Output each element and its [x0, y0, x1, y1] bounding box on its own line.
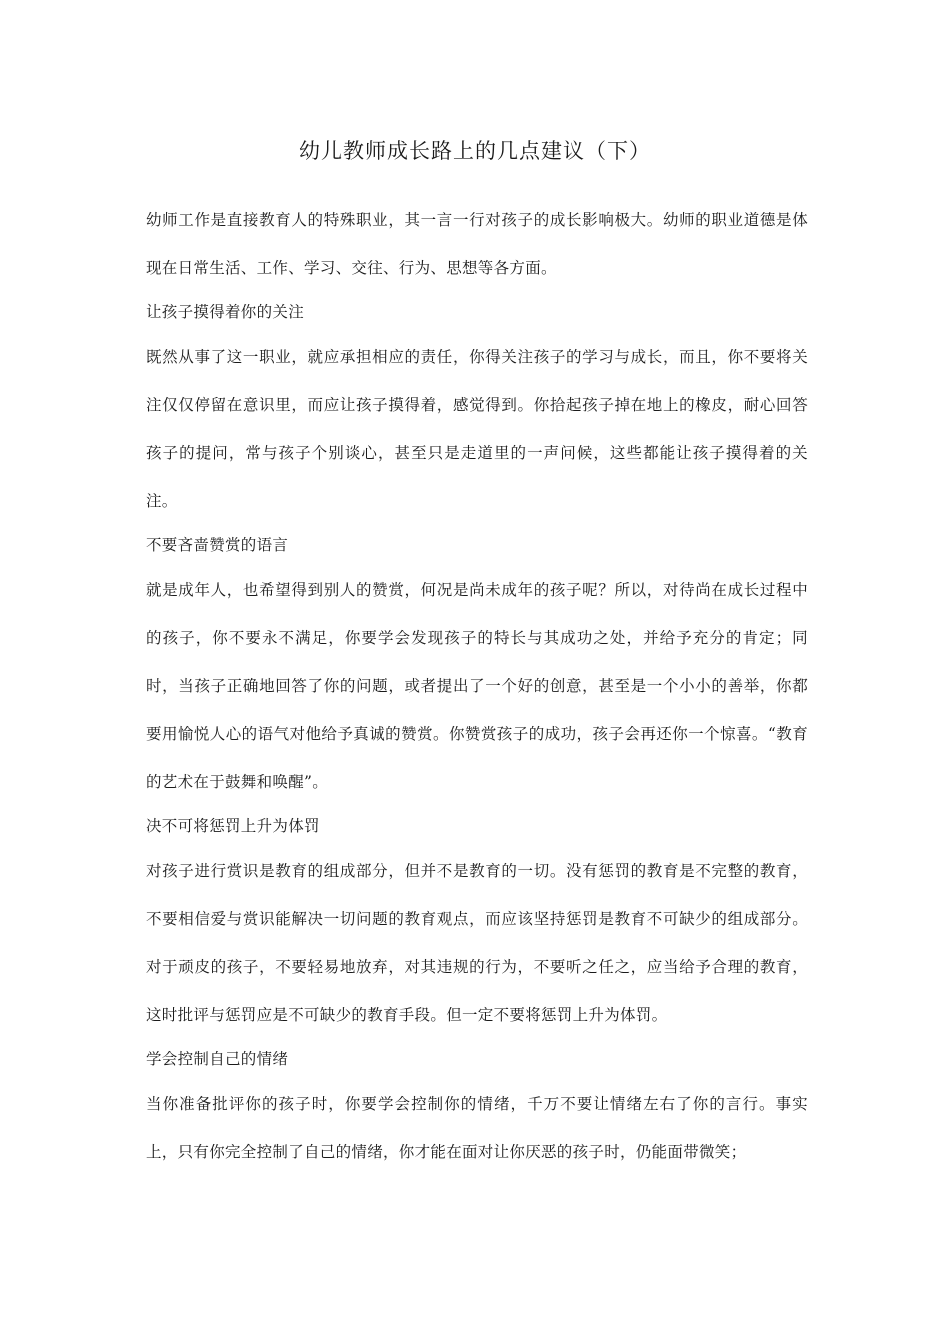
- section-paragraph-praise: 就是成年人，也希望得到别人的赞赏，何况是尚未成年的孩子呢？所以，对待尚在成长过程中的孩子，你不要永不满足，你要学会发现孩子的特长与其成功之处，并给予充分的肯定；同时，当孩子正确地回答了你的问题，或者提出了一个好的创意，甚至是一个小小的善举，你都要用愉悦人心的语气对他给予真诚的赞赏。你赞赏孩子的成功，孩子会再还你一个惊喜。“教育的艺术在于鼓舞和唤醒”。: [146, 581, 808, 791]
- section-paragraph-emotion: 当你准备批评你的孩子时，你要学会控制你的情绪，千万不要让情绪左右了你的言行。事实上，只有你完全控制了自己的情绪，你才能在面对让你厌恶的孩子时，仍能面带微笑；: [146, 1095, 808, 1161]
- document-title: 幼儿教师成长路上的几点建议（下）: [299, 139, 651, 163]
- section-heading-punishment: 决不可将惩罚上升为体罚: [146, 817, 320, 835]
- section-heading-praise: 不要吝啬赞赏的语言: [146, 536, 289, 554]
- section-paragraph-attention: 既然从事了这一职业，就应承担相应的责任，你得关注孩子的学习与成长，而且，你不要将关注仅仅停留在意识里，而应让孩子摸得着，感觉得到。你拾起孩子掉在地上的橡皮，耐心回答孩子的提问，常与孩子个别谈心，甚至只是走道里的一声问候，这些都能让孩子摸得着的关注。: [146, 348, 808, 510]
- section-heading-attention: 让孩子摸得着你的关注: [146, 303, 305, 321]
- section-paragraph-punishment: 对孩子进行赏识是教育的组成部分，但并不是教育的一切。没有惩罚的教育是不完整的教育，不要相信爱与赏识能解决一切问题的教育观点，而应该坚持惩罚是教育不可缺少的组成部分。对于顽皮的孩子，不要轻易地放弃，对其违规的行为，不要听之任之，应当给予合理的教育，这时批评与惩罚应是不可缺少的教育手段。但一定不要将惩罚上升为体罚。: [146, 862, 808, 1024]
- section-heading-emotion: 学会控制自己的情绪: [146, 1050, 289, 1068]
- document-body: [146, 196, 808, 1176]
- intro-paragraph: 幼师工作是直接教育人的特殊职业，其一言一行对孩子的成长影响极大。幼师的职业道德是体现在日常生活、工作、学习、交往、行为、思想等各方面。: [146, 211, 808, 277]
